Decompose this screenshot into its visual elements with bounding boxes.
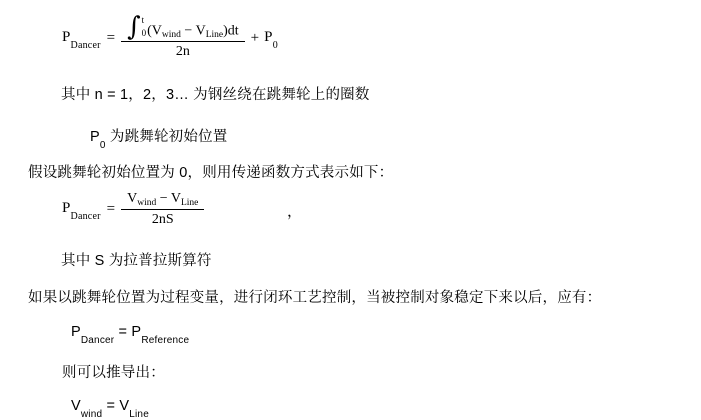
formula1-plus: +: [250, 29, 260, 46]
eq8-v-line-sub: Line: [129, 408, 149, 420]
text-line-coil-count: 其中 n = 1，2，3… 为钢丝绕在跳舞轮上的圈数: [61, 87, 370, 103]
formula2-num-v1: V: [127, 191, 138, 206]
eq8-v-wind: V: [71, 398, 81, 414]
formula1-denominator: 2n: [175, 43, 190, 59]
formula1-fraction: [121, 12, 245, 60]
formula1-p0: [264, 28, 278, 51]
formula-transfer-function: [62, 190, 204, 228]
eq6-p-reference-sub: Reference: [141, 334, 190, 346]
p0-description: 为跳舞轮初始位置: [105, 129, 228, 145]
equation-vwind-equals-vline: [71, 398, 149, 420]
equation-dancer-equals-reference: [71, 324, 190, 346]
formula-dancer-integral: [62, 12, 278, 60]
text-line-derivation: 则可以推导出：: [62, 365, 165, 381]
formula1-num-sub2: Line: [205, 30, 224, 41]
formula2-numerator: [121, 190, 204, 209]
formula1-lhs: [62, 28, 101, 51]
formula2-lhs-main: P: [62, 199, 71, 216]
eq8-equals: = V: [102, 398, 130, 414]
text-line-closed-loop: 如果以跳舞轮位置为过程变量，进行闭环工艺控制，当被控制对象稳定下来以后，应有：: [28, 290, 602, 306]
formula1-num-minus: − V: [180, 23, 206, 39]
text-line-laplace-operator: 其中 S 为拉普拉斯算符: [61, 253, 212, 269]
formula2-denominator: 2nS: [151, 211, 174, 227]
text-line-p0-definition: [90, 125, 228, 151]
eq6-p-dancer-sub: Dancer: [80, 334, 115, 346]
integral-upper-limit: t: [141, 14, 145, 25]
formula1-lhs-sub: Dancer: [70, 39, 101, 51]
formula2-num-sub1: wind: [137, 198, 157, 208]
p0-subscript: 0: [99, 139, 106, 151]
formula1-p0-sub: 0: [272, 39, 278, 51]
formula1-p0-main: P: [264, 28, 273, 45]
formula2-fraction: [121, 190, 204, 228]
formula1-numerator: [121, 12, 245, 43]
formula1-lhs-main: P: [62, 28, 71, 45]
integral-sign-glyph: ∫: [127, 12, 141, 43]
formula1-num-sub1: wind: [161, 30, 181, 41]
formula1-num-tail: )dt: [223, 23, 239, 39]
text-line-assumption: 假设跳舞轮初始位置为 0，则用传递函数方式表示如下：: [28, 165, 394, 181]
eq6-equals: = P: [114, 324, 142, 340]
eq8-v-wind-sub: wind: [80, 408, 103, 420]
formula2-num-minus: − V: [156, 191, 181, 206]
integral-limits: [142, 16, 147, 38]
eq6-p-dancer: P: [71, 324, 81, 340]
formula2-num-sub2: Line: [180, 198, 199, 208]
integral-lower-limit: 0: [141, 28, 147, 38]
formula1-num-open: (V: [147, 23, 162, 39]
formula2-lhs-sub: Dancer: [70, 210, 101, 222]
formula1-equals: =: [106, 29, 116, 46]
p0-symbol: P: [90, 129, 100, 145]
formula2-lhs: [62, 199, 101, 222]
formula2-trailing-comma: ，: [287, 204, 303, 220]
formula2-equals: =: [106, 200, 116, 217]
integral-icon: [127, 12, 147, 43]
